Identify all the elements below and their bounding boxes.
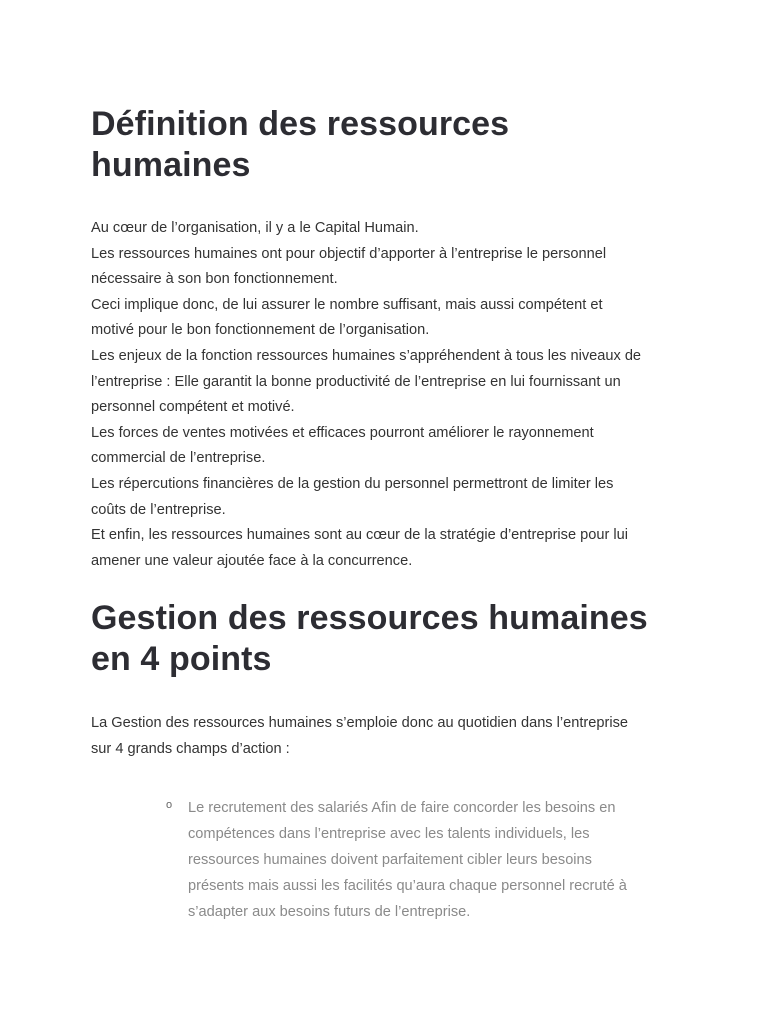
text-line: Les enjeux de la fonction ressources humaines s’appréhendent à tous les niveaux de bbox=[91, 347, 642, 364]
circle-bullet-icon: o bbox=[166, 798, 173, 811]
text-line: Au cœur de l’organisation, il y a le Capital Humain. bbox=[91, 220, 419, 236]
text-line: sur 4 grands champs d’action : bbox=[91, 740, 290, 757]
list-item-text bbox=[188, 795, 691, 925]
text-line: amener une valeur ajoutée face à la concurrence. bbox=[91, 552, 413, 569]
document-content bbox=[91, 104, 691, 925]
text-line: Le recrutement des salariés Afin de faire concorder les besoins en bbox=[188, 799, 616, 816]
section-title-line: Gestion des ressources humaines bbox=[91, 599, 648, 638]
text-line: l’entreprise : Elle garantit la bonne productivité de l’entreprise en lui fournissant un bbox=[91, 373, 621, 390]
text-line: motivé pour le bon fonctionnement de l’organisation. bbox=[91, 322, 430, 339]
text-line: ressources humaines doivent parfaitement cibler leurs besoins bbox=[188, 851, 592, 868]
section-title-line: humaines bbox=[91, 146, 251, 184]
text-line: nécessaire à son bon fonctionnement. bbox=[91, 271, 338, 288]
text-line: La Gestion des ressources humaines s’emploie donc au quotidien dans l’entreprise bbox=[91, 715, 629, 732]
section-title-line: en 4 points bbox=[91, 640, 272, 679]
action-list bbox=[166, 795, 691, 925]
text-line: Les forces de ventes motivées et efficaces pourront améliorer le rayonnement bbox=[91, 424, 594, 441]
section-title-gestion bbox=[91, 598, 691, 680]
text-line: Et enfin, les ressources humaines sont au cœur de la stratégie d’entreprise pour lui bbox=[91, 527, 628, 544]
gestion-intro-paragraph bbox=[91, 711, 691, 762]
list-item bbox=[166, 795, 691, 925]
definition-paragraph bbox=[91, 216, 691, 574]
text-line: s’adapter aux besoins futurs de l’entreprise. bbox=[188, 903, 471, 920]
text-line: personnel compétent et motivé. bbox=[91, 399, 295, 416]
text-line: Les ressources humaines ont pour objectif d’apporter à l’entreprise le personnel bbox=[91, 245, 607, 262]
text-line: compétences dans l’entreprise avec les talents individuels, les bbox=[188, 825, 590, 842]
text-line: commercial de l’entreprise. bbox=[91, 450, 266, 467]
text-line: Les répercutions financières de la gestion du personnel permettront de limiter les bbox=[91, 475, 614, 492]
text-line: Ceci implique donc, de lui assurer le nombre suffisant, mais aussi compétent et bbox=[91, 296, 603, 313]
text-line: coûts de l’entreprise. bbox=[91, 501, 226, 518]
section-title-line: Définition des ressources bbox=[91, 105, 510, 143]
section-title-definition bbox=[91, 104, 691, 186]
text-line: présents mais aussi les facilités qu’aura chaque personnel recruté à bbox=[188, 877, 627, 894]
